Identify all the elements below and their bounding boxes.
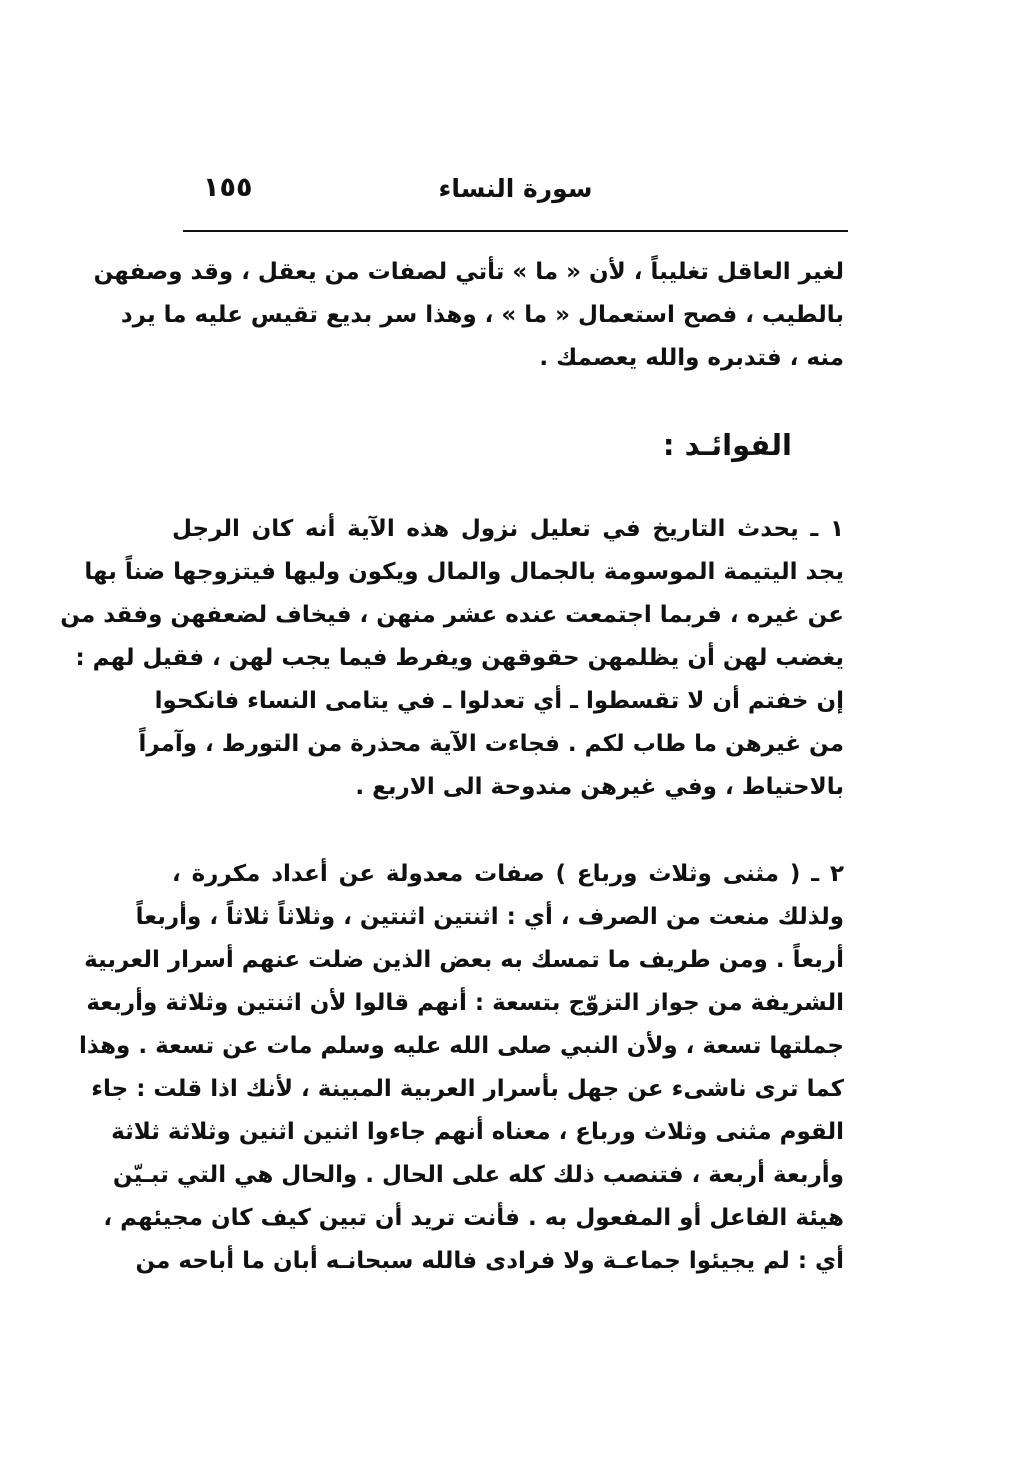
text-line: إن خفتم أن لا تقسطوا ـ أي تعدلوا ـ في يتامى النساء فانكحوا bbox=[154, 688, 844, 714]
text-line: الشريفة من جواز التزوّج بتسعة : أنهم قالوا لأن اثنتين وثلاثة وأربعة bbox=[86, 990, 844, 1016]
section-heading: الفوائـد : bbox=[662, 428, 792, 462]
text-line: بالطيب ، فصح استعمال « ما » ، وهذا سر بديع تقيس عليه ما يرد bbox=[120, 302, 844, 328]
intro-paragraph bbox=[93, 251, 844, 380]
text-line: القوم مثنى وثلاث ورباع ، معناه أنهم جاءوا اثنين اثنين وثلاثة ثلاثة bbox=[111, 1119, 844, 1145]
text-line: ولذلك منعت من الصرف ، أي : اثنتين اثنتين ، وثلاثاً ثلاثاً ، وأربعاً bbox=[135, 904, 844, 930]
text-line: بالاحتياط ، وفي غيرهن مندوحة الى الاربع . bbox=[355, 774, 844, 800]
text-line: هيئة الفاعل أو المفعول به . فأنت تريد أن تبين كيف كان مجيئهم ، bbox=[103, 1205, 844, 1231]
text-line: وأربعة أربعة ، فتنصب ذلك كله على الحال . والحال هي التي تبـيّن bbox=[112, 1162, 844, 1188]
text-line: ١ ـ يحدث التاريخ في تعليل نزول هذه الآية أنه كان الرجل bbox=[172, 516, 844, 542]
text-line: منه ، فتدبره والله يعصمك . bbox=[539, 345, 844, 371]
benefit-2-paragraph bbox=[78, 853, 844, 1283]
page-number: ١٥٥ bbox=[203, 172, 253, 203]
text-line: عن غيره ، فربما اجتمعت عنده عشر منهن ، فيخاف لضعفهن وفقد من bbox=[60, 602, 844, 628]
text-line: كما ترى ناشىء عن جهل بأسرار العربية المبينة ، لأنك اذا قلت : جاء bbox=[91, 1076, 844, 1102]
running-title: سورة النساء bbox=[438, 174, 593, 203]
page-header bbox=[183, 170, 848, 210]
text-line: أربعاً . ومن طريف ما تمسك به بعض الذين ضلت عنهم أسرار العربية bbox=[84, 947, 844, 973]
benefit-1-paragraph bbox=[60, 508, 844, 809]
header-rule bbox=[183, 230, 848, 232]
text-line: يغضب لهن أن يظلمهن حقوقهن ويفرط فيما يجب لهن ، فقيل لهم : bbox=[75, 645, 844, 671]
text-line: جملتها تسعة ، ولأن النبي صلى الله عليه وسلم مات عن تسعة . وهذا bbox=[78, 1033, 844, 1059]
text-line: أي : لم يجيئوا جماعـة ولا فرادى فالله سبحانـه أبان ما أباحه من bbox=[135, 1248, 844, 1274]
text-line: يجد اليتيمة الموسومة بالجمال والمال ويكون وليها فيتزوجها ضناً بها bbox=[84, 559, 844, 585]
text-line: من غيرهن ما طاب لكم . فجاءت الآية محذرة من التورط ، وآمراً bbox=[138, 731, 844, 757]
text-line: ٢ ـ ( مثنى وثلاث ورباع ) صفات معدولة عن أعداد مكررة ، bbox=[172, 861, 844, 887]
text-line: لغير العاقل تغليباً ، لأن « ما » تأتي لصفات من يعقل ، وقد وصفهن bbox=[93, 259, 844, 285]
